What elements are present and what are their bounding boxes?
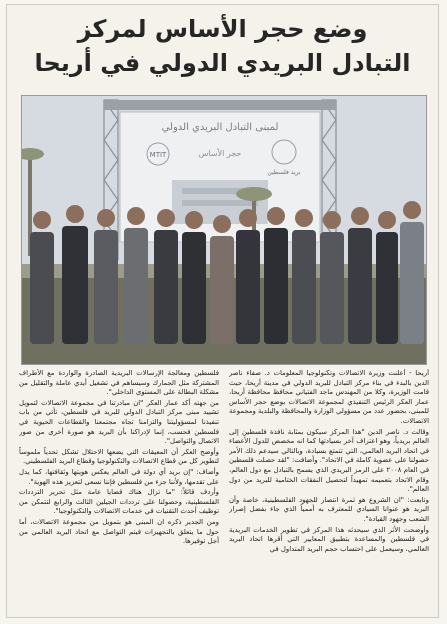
article-column-left [19, 369, 219, 615]
article-column-right [229, 369, 429, 615]
article-paragraph: وأوضحت الأثر الذي سيحدثه هذا المركز في تطوير الخدمات البريدية في فلسطين والمساعدة بتطبيق المعايير التي أقرها اتحاد البريد العالمي، وسيعمل على احتساب حجم البريد المتداول في [229, 525, 429, 553]
article-paragraph: وأضاف: "إن بريد أي دولة في العالم يعكس هويتها وثقافتها، كما يدل على تقدمها، ولأننا جزء من فلسطين فإننا نسعى لتعزيز هذه الهوية". [19, 467, 219, 486]
truss-top [104, 100, 336, 110]
article-body [19, 369, 429, 615]
article-paragraph: من جهته أكد عمار العكر "ان مبادرتنا في مجموعة الاتصالات لتمويل تشييد مبنى مركز التبادل الدولي للبريد في فلسطين، تأتي من باب تنفيذنا لمسؤوليتنا والتزامنا تجاه مجتمعنا والقطاعات الحيوية في فلسطين فحسب، إنما لإدراكنا بأن البريد هو صورة أخرى من صور الاتصال والتواصل". [19, 398, 219, 446]
logo-right-label: بريد فلسطين [267, 169, 301, 176]
headline-line-2: التبادل البريدي الدولي في أريحا [34, 49, 411, 77]
article-paragraph: فلسطين ومعالجة الإرسالات البريدية الصادرة والواردة مع الأطراف المشتركة مثل الجمارك وسيساهم في تشغيل أيدي عاملة والتقليل من مشكلة البطالة على المستوى الداخلي". [19, 369, 219, 397]
article-paragraph: وأردف قائلاً: "ما تزال هناك قضايا عامة مثل تحرير الترددات الفلسطينية، وحصولنا على ترددات الجيلين الثالث والرابع لتتمكن من توظيف أحدث التقنيات في خدمات الاتصالات والتكنولوجيا". [19, 488, 219, 516]
ceremony-photo [21, 95, 427, 365]
article-paragraph: وتابعت: "ان الشروع هو ثمرة انتصار للجهود الفلسطينية، خاصة وأن البريد هو عنوانا السيادي للمعترف به أممياً الذي جاء بفضل إصرار الشعب وجهود القيادة". [229, 495, 429, 523]
banner-subtitle: حجر الأساس [198, 149, 242, 158]
ceremony-photo-drawing [22, 96, 426, 364]
banner-title: لمبنى التبادل البريدي الدولي [161, 122, 279, 133]
article-paragraph: ومن الجدير ذكره ان المبنى هو بتمويل من مجموعة الاتصالات، أما حول ما يتعلق بالتجهيزات فيتم التواصل مع اتحاد البريد العالمي من أجل توفيرها. [19, 517, 219, 546]
article-paragraph: وقالت د. ناصر الدين "هذا المركز سيكون بمثابة نافذة فلسطين إلى العالم بريدياً، وهو اعتراف آخر بسيادتها كما انه مخصص للدول الأعضاء في اتحاد البريد العالمي، التي تتمتع بسيادة، وبالتالي سيدعم ذلك الأمر حصولنا على عضوية كاملة في الاتحاد". وأضافت: "لقد حصلت فلسطين في العام ٢٠٠٨ على الرمز البريدي الذي يسمح بالتبادل مع دول العالم، وقام الاتحاد بتعميمه تمهيداً لتحصيل النفقات الختامية للبريد من دول العالم". [229, 427, 429, 494]
article-paragraph: وأوضح العكر أن المعيقات التي يضعها الاحتلال تشكل تحدياً ملموساً لتطوير كل من قطاع الاتصالات والتكنولوجيا وقطاع البريد الفلسطيني. [19, 447, 219, 466]
headline-line-1: وضع حجر الأساس لمركز [77, 15, 368, 43]
article-paragraph: أريحا - أعلنت وزيرة الاتصالات وتكنولوجيا المعلومات د. صفاء ناصر الدين بالبدء في بناء مركز التبادل للبريد الدولي في مدينة أريحا، حيث قامت الوزيرة، وكلا من المهندس ماجد الفتياني محافظ محافظة أريحا، عمار العكر الرئيس التنفيذي لمجموعة الاتصالات بوضع حجر الأساس للمبنى، بحضور عدد من مسؤولي الوزارة والمحافظة والبلدية ومجموعة الاتصالات. [229, 369, 429, 425]
logo-left-label: MTIT [149, 151, 167, 159]
newspaper-clipping [6, 4, 439, 618]
